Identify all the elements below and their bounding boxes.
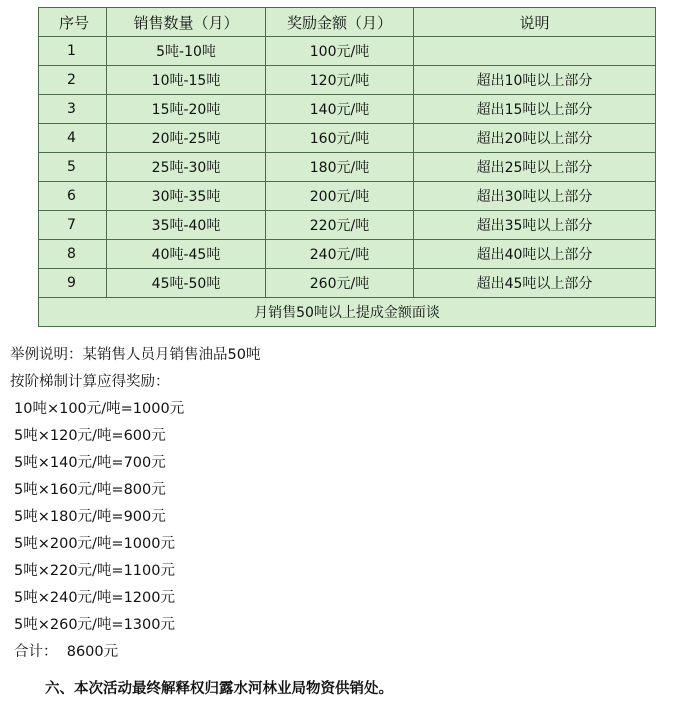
cell-qty: 30吨-35吨 xyxy=(107,182,266,211)
cell-amount: 180元/吨 xyxy=(266,153,414,182)
cell-note: 超出45吨以上部分 xyxy=(414,269,656,298)
table-row xyxy=(39,182,656,211)
table-row xyxy=(39,37,656,66)
cell-note: 超出40吨以上部分 xyxy=(414,240,656,269)
header-note: 说明 xyxy=(414,8,656,37)
calc-line: 10吨×100元/吨=1000元 xyxy=(14,401,185,417)
calc-line: 5吨×140元/吨=700元 xyxy=(14,455,166,471)
cell-amount: 100元/吨 xyxy=(266,37,414,66)
cell-note: 超出35吨以上部分 xyxy=(414,211,656,240)
cell-seq: 5 xyxy=(39,153,107,182)
cell-qty: 20吨-25吨 xyxy=(107,124,266,153)
cell-qty: 25吨-30吨 xyxy=(107,153,266,182)
cell-seq: 3 xyxy=(39,95,107,124)
calc-line: 5吨×240元/吨=1200元 xyxy=(14,590,175,606)
cell-note xyxy=(414,37,656,66)
calc-line: 5吨×220元/吨=1100元 xyxy=(14,563,175,579)
cell-seq: 6 xyxy=(39,182,107,211)
cell-qty: 45吨-50吨 xyxy=(107,269,266,298)
table-row xyxy=(39,153,656,182)
header-amount: 奖励金额（月） xyxy=(266,8,414,37)
cell-seq: 4 xyxy=(39,124,107,153)
cell-amount: 220元/吨 xyxy=(266,211,414,240)
cell-note: 超出30吨以上部分 xyxy=(414,182,656,211)
table-row xyxy=(39,66,656,95)
cell-note: 超出25吨以上部分 xyxy=(414,153,656,182)
table-header-row xyxy=(39,8,656,37)
table-row xyxy=(39,269,656,298)
cell-seq: 1 xyxy=(39,37,107,66)
cell-amount: 160元/吨 xyxy=(266,124,414,153)
table-footer-row xyxy=(39,298,656,327)
cell-note: 超出15吨以上部分 xyxy=(414,95,656,124)
cell-note: 超出20吨以上部分 xyxy=(414,124,656,153)
header-qty: 销售数量（月） xyxy=(107,8,266,37)
example-total: 合计： 8600元 xyxy=(14,644,119,660)
cell-amount: 260元/吨 xyxy=(266,269,414,298)
table-row xyxy=(39,95,656,124)
calc-line: 5吨×260元/吨=1300元 xyxy=(14,617,175,633)
cell-qty: 15吨-20吨 xyxy=(107,95,266,124)
calc-line: 5吨×120元/吨=600元 xyxy=(14,428,166,444)
cell-amount: 120元/吨 xyxy=(266,66,414,95)
cell-qty: 10吨-15吨 xyxy=(107,66,266,95)
reward-table xyxy=(38,7,656,327)
cell-note: 超出10吨以上部分 xyxy=(414,66,656,95)
cell-amount: 240元/吨 xyxy=(266,240,414,269)
table-row xyxy=(39,211,656,240)
cell-amount: 200元/吨 xyxy=(266,182,414,211)
example-section xyxy=(10,342,260,666)
cell-qty: 40吨-45吨 xyxy=(107,240,266,269)
final-clause: 六、本次活动最终解释权归露水河林业局物资供销处。 xyxy=(45,681,393,697)
header-seq: 序号 xyxy=(39,8,107,37)
example-intro: 举例说明：某销售人员月销售油品50吨 xyxy=(10,347,261,363)
table-footer-note: 月销售50吨以上提成金额面谈 xyxy=(39,298,656,327)
cell-seq: 7 xyxy=(39,211,107,240)
example-method: 按阶梯制计算应得奖励： xyxy=(10,374,170,390)
table-row xyxy=(39,124,656,153)
cell-seq: 8 xyxy=(39,240,107,269)
table-row xyxy=(39,240,656,269)
cell-qty: 5吨-10吨 xyxy=(107,37,266,66)
cell-seq: 9 xyxy=(39,269,107,298)
cell-amount: 140元/吨 xyxy=(266,95,414,124)
calc-line: 5吨×200元/吨=1000元 xyxy=(14,536,175,552)
calc-line: 5吨×180元/吨=900元 xyxy=(14,509,166,525)
cell-seq: 2 xyxy=(39,66,107,95)
cell-qty: 35吨-40吨 xyxy=(107,211,266,240)
calc-line: 5吨×160元/吨=800元 xyxy=(14,482,166,498)
